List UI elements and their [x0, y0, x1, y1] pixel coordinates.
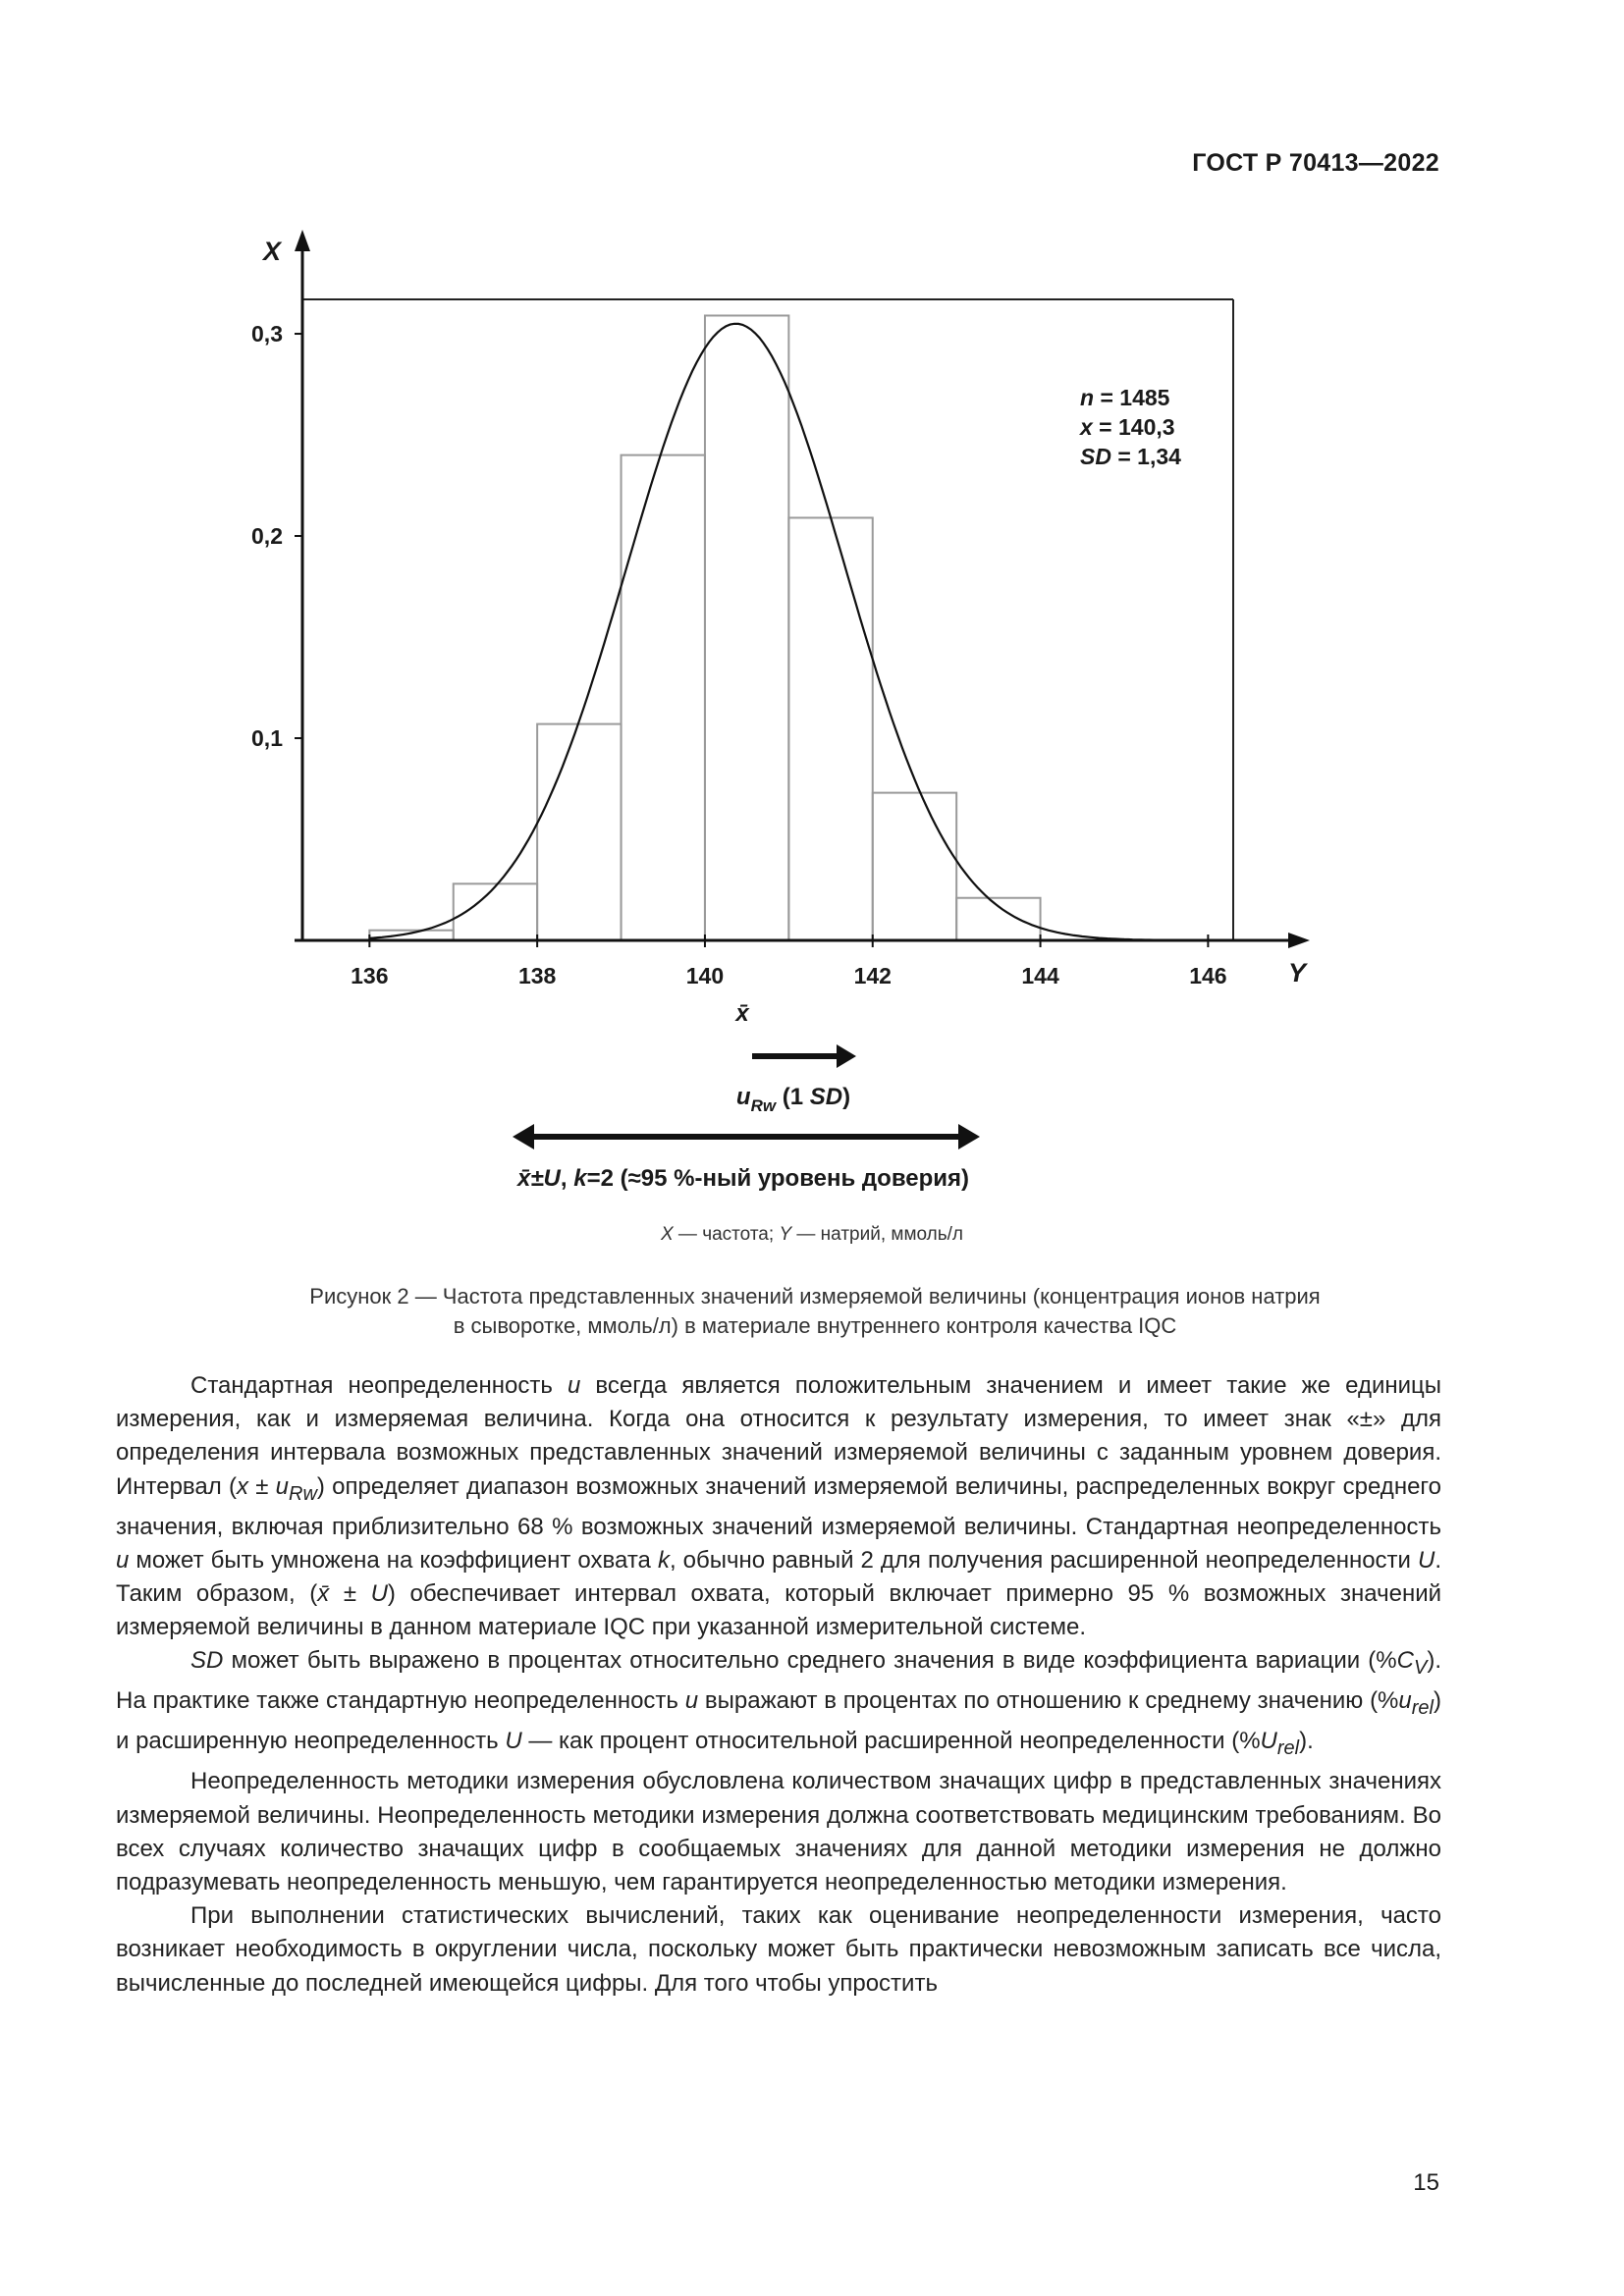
x-tick-label-138: 138: [517, 963, 557, 988]
histogram-bar-4: [622, 455, 705, 940]
histogram-bar-8: [956, 898, 1040, 940]
p1-text-h: ±: [329, 1580, 371, 1608]
p2-subscript-v: V: [1413, 1657, 1428, 1680]
stat-x-label: x: [1080, 414, 1093, 440]
x-tick-label-136: 136: [351, 963, 389, 988]
p1-text-i: ) обеспечивает интервал охвата, который включает примерно 95 % возможных значений измеряемой величины в данном материале IQC при указанной измерительной системе.: [116, 1580, 1442, 1641]
paragraph-3: Неопределенность методики измерения обусловлена количеством значащих цифр в представленных значениях измеряемой величины. Неопределенность методики измерения должна соответствовать медицинским требованиям. Во всех случаях количество значащих цифр в сообщаемых значениях для данной методики измерения не должно подразумевать неопределенность меньшую, чем гарантируется неопределенностью методики измерения.: [116, 1768, 1441, 1896]
urw-label: [736, 1084, 850, 1115]
p1-text-b: всегда является положительным значением и имеет такие же единицы измерения, как и измеряемая величина. Когда она относится к результату измерения, то имеет знак «±» для определения интервала возможных представленных значений измеряемой величины с заданным уровнем доверия. Интервал (: [116, 1372, 1442, 1500]
p2-text-c: выражают в процентах по отношению к среднему значению (%: [698, 1687, 1399, 1715]
paragraph-2: [116, 1644, 1441, 1765]
mean-label: x̄: [735, 1000, 749, 1027]
legend-x-text: — частота;: [673, 1224, 780, 1245]
paragraph-4: При выполнении статистических вычислений, таких как оценивание неопределенности измерения, часто возникает необходимость в округлении числа, поскольку может быть практически невозможным записать все числа, вычисленные до последней имеющейся цифры. Для того чтобы упростить: [116, 1902, 1441, 1997]
y-axis-label: X: [263, 237, 282, 266]
p1-text-d: ) определяет диапазон возможных значений измеряемой величины, распределенных вокруг среднего значения, включая приблизительно 68 % возможных значений измеряемой величины. Стандартная неопределенность: [116, 1472, 1441, 1540]
y-axis-arrowhead: [295, 230, 310, 251]
p2-symbol-U2: U: [1260, 1728, 1277, 1755]
p2-symbol-U: U: [505, 1728, 522, 1755]
p1-subscript-rw: Rw: [289, 1482, 317, 1505]
x-tick-label-142: 142: [853, 963, 892, 988]
legend-y-symbol: Y: [779, 1224, 792, 1245]
urw-arrowhead: [837, 1044, 856, 1068]
stat-x: [1078, 414, 1175, 440]
p2-subscript-rel2: rel: [1276, 1737, 1300, 1760]
p1-symbol-u: u: [567, 1372, 581, 1399]
p1-symbol-u2: u: [275, 1472, 289, 1500]
paragraph-1: [116, 1369, 1441, 1644]
caption-line-1: Рисунок 2 — Частота представленных значений измеряемой величины (концентрация ионов натрия: [309, 1284, 1321, 1308]
y-tick-label-1: 0,1: [251, 725, 283, 752]
p1-symbol-x: x: [236, 1472, 248, 1500]
figure-legend: [0, 1224, 1624, 1246]
stat-sd: [1080, 444, 1181, 469]
urw-close: ): [842, 1084, 851, 1110]
urw-u: u: [735, 1084, 751, 1110]
stat-sd-value: = 1,34: [1110, 444, 1181, 469]
histogram-bar-3: [537, 724, 621, 940]
stat-n-value: = 1485: [1094, 385, 1170, 410]
histogram-bar-1: [369, 931, 453, 940]
legend-x-symbol: X: [660, 1224, 674, 1245]
caption-line-2: в сыворотке, ммоль/л) в материале внутреннего контроля качества IQC: [453, 1313, 1177, 1338]
expanded-u-part3: ,: [560, 1165, 574, 1192]
expanded-u-part4: k: [573, 1165, 587, 1192]
page-number: 15: [1413, 2169, 1439, 2196]
expanded-u-arrowhead-right: [958, 1124, 980, 1149]
p2-symbol-u: u: [684, 1687, 699, 1715]
histogram-bar-5: [705, 315, 788, 940]
figure-caption: [187, 1282, 1443, 1341]
expanded-u-part5: =2 (≈95 %-ный уровень доверия): [586, 1165, 970, 1192]
urw-sd: SD: [809, 1084, 843, 1110]
x-tick-label-140: 140: [685, 963, 725, 988]
legend-y-text: — натрий, ммоль/л: [791, 1224, 964, 1245]
y-tick-label-2: 0,2: [251, 523, 283, 550]
p1-text-e: может быть умножена на коэффициент охвата: [129, 1546, 658, 1574]
expanded-u-arrowhead-left: [513, 1124, 534, 1149]
expanded-u-part2: U: [543, 1165, 561, 1192]
expanded-u-part1: x̄±: [516, 1165, 544, 1192]
x-tick-label-144: 144: [1021, 963, 1059, 988]
urw-tail: (1: [776, 1084, 810, 1110]
histogram-bar-7: [873, 793, 956, 940]
histogram-bar-6: [788, 517, 872, 940]
document-id: ГОСТ Р 70413—2022: [1192, 149, 1439, 177]
p2-subscript-rel: rel: [1411, 1697, 1434, 1720]
x-tick-label-146: 146: [1189, 963, 1227, 988]
p1-text-g: . Таким образом, (: [116, 1546, 1442, 1608]
p1-symbol-U: U: [1418, 1546, 1435, 1574]
stat-n-label: n: [1080, 385, 1095, 410]
p1-text-c: ±: [247, 1472, 276, 1500]
p1-text-a: Стандартная неопределенность: [190, 1372, 568, 1399]
p2-symbol-c: C: [1396, 1647, 1414, 1675]
y-tick-label-3: 0,3: [251, 321, 283, 347]
p2-text-b: ). На практике также стандартную неопределенность: [116, 1647, 1441, 1715]
x-axis-label: Y: [1288, 958, 1307, 988]
stat-sd-label: SD: [1080, 444, 1111, 469]
p1-symbol-k: k: [657, 1546, 670, 1574]
p1-symbol-u3: u: [116, 1546, 130, 1574]
stat-n: [1080, 385, 1170, 410]
p1-symbol-xbar: x̄: [317, 1580, 330, 1608]
expanded-u-label: [515, 1165, 969, 1192]
urw-sub: Rw: [750, 1096, 777, 1115]
p2-text-d: ) и расширенную неопределенность: [116, 1687, 1441, 1755]
p2-text-f: ).: [1299, 1728, 1314, 1755]
p2-symbol-sd: SD: [190, 1647, 224, 1675]
p2-text-a: может быть выражено в процентах относительно среднего значения в виде коэффициента вариации (%: [223, 1647, 1397, 1675]
stat-x-value: = 140,3: [1092, 414, 1175, 440]
x-axis-arrowhead: [1288, 933, 1310, 948]
p2-text-e: — как процент относительной расширенной неопределенности (%: [521, 1728, 1261, 1755]
p1-text-f: , обычно равный 2 для получения расширенной неопределенности: [669, 1546, 1418, 1574]
p1-symbol-U2: U: [370, 1580, 388, 1608]
body-text: [116, 1369, 1441, 2001]
p2-symbol-u2: u: [1398, 1687, 1412, 1715]
